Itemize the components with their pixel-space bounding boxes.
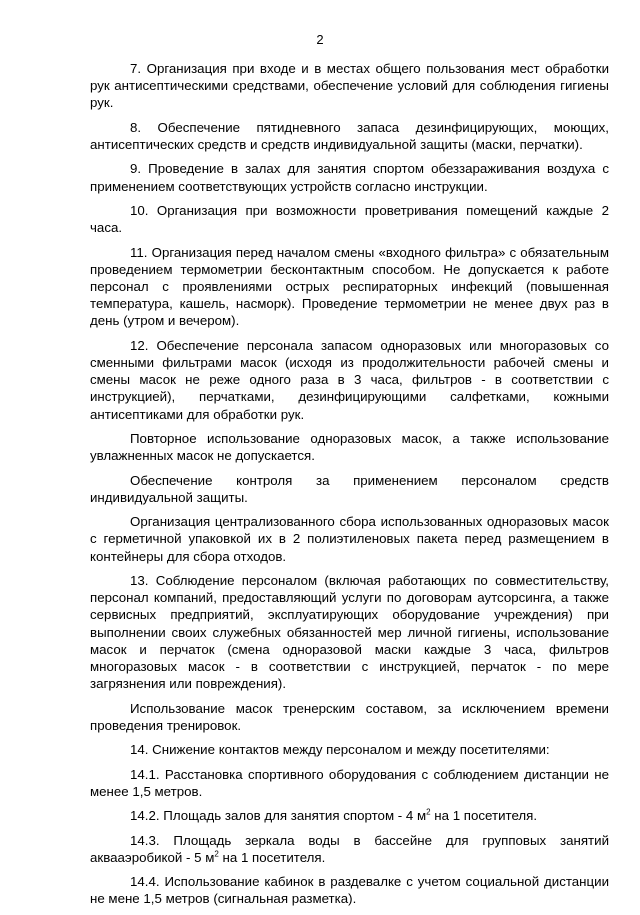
paragraph-14-1: 14.1. Расстановка спортивного оборудования с соблюдением дистанции не менее 1,5 метров. <box>90 766 609 799</box>
paragraph-12-waste-collection: Организация централизованного сбора использованных одноразовых масок с герметичной упаковкой их в 2 полиэтиленовых пакета перед размещением в контейнеры для сбора отходов. <box>90 514 609 564</box>
page-number: 2 <box>316 32 324 47</box>
square-superscript: 2 <box>214 849 219 859</box>
paragraph-7: 7. Организация при входе и в местах общего пользования мест обработки рук антисептическими средствами, обеспечение условий для соблюдения гигиены рук. <box>90 61 609 111</box>
paragraph-14-3-tail: на 1 посетителя. <box>218 849 326 865</box>
paragraph-11: 11. Организация перед началом смены «входного фильтра» с обязательным проведением термометрии бесконтактным способом. Не допускается к работе персонал с проявлениями острых респираторных инфекций (повышенная температура, кашель, насморк). Проведение термометрии не менее двух раз в день (утром и вечером). <box>90 244 609 329</box>
paragraph-14-2-tail: на 1 посетителя. <box>430 808 538 824</box>
square-superscript: 2 <box>426 807 431 817</box>
document-body <box>90 60 609 915</box>
paragraph-12-masks-reuse: Повторное использование одноразовых масок, а также использование увлажненных масок не допускается. <box>90 430 609 464</box>
paragraph-14-3-text: 14.3. Площадь зеркала воды в бассейне для групповых занятий аквааэробикой - 5 м <box>90 832 609 865</box>
paragraph-12-ppe-control: Обеспечение контроля за применением персоналом средств индивидуальной защиты. <box>90 472 609 505</box>
paragraph-14: 14. Снижение контактов между персоналом и между посетителями: <box>130 742 550 758</box>
paragraph-14-3 <box>90 832 609 866</box>
paragraph-12: 12. Обеспечение персонала запасом одноразовых или многоразовых со сменными фильтрами масок (исходя из продолжительности рабочей смены и смены масок не реже одного раза в 3 часа, фильтров - в соответствии с инструкцией), перчатками, дезинфицирующими салфетками, кожными антисептиками для обработки рук. <box>90 337 609 422</box>
paragraph-8: 8. Обеспечение пятидневного запаса дезинфицирующих, моющих, антисептических средств и средств индивидуальной защиты (маски, перчатки). <box>90 119 609 152</box>
paragraph-14-4: 14.4. Использование кабинок в раздевалке с учетом социальной дистанции не мене 1,5 метров (сигнальная разметка). <box>90 874 609 907</box>
paragraph-13: 13. Соблюдение персоналом (включая работающих по совместительству, персонал компаний, предоставляющий услуги по договорам аутсорсинга, а также сервисных предприятий, эксплуатирующих оборудование учреждения) при выполнении своих служебных обязанностей мер личной гигиены, использование масок и перчаток (смена одноразовой маски каждые 3 часа, фильтров многоразовых масок - в соответствии с инструкцией, перчаток - по мере загрязнения или повреждения). <box>90 572 609 692</box>
paragraph-10: 10. Организация при возможности проветривания помещений каждые 2 часа. <box>90 202 609 236</box>
paragraph-13-coach-masks: Использование масок тренерским составом, за исключением времени проведения тренировок. <box>90 700 609 733</box>
paragraph-9: 9. Проведение в залах для занятия спортом обеззараживания воздуха с применением соответствующих устройств согласно инструкции. <box>90 161 609 194</box>
paragraph-14-2 <box>90 807 609 824</box>
paragraph-14-2-text: 14.2. Площадь залов для занятия спортом - 4 м <box>130 808 427 824</box>
